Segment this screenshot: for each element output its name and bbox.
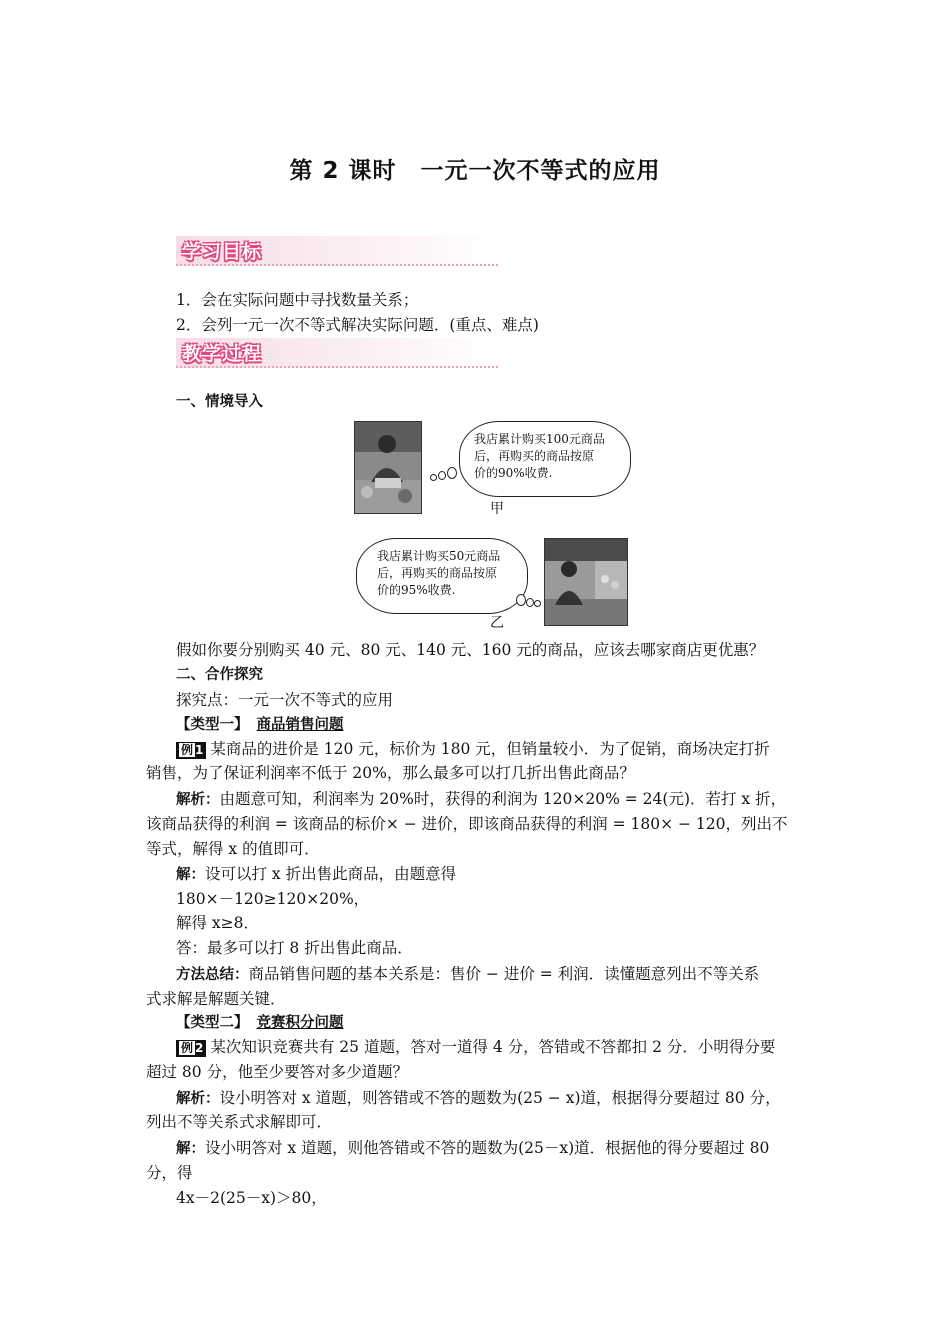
solution-1-step: 180×－120≥120×20%， bbox=[176, 890, 370, 908]
thought-dot bbox=[447, 467, 457, 479]
speech-line: 后，再购买的商品按原 bbox=[377, 566, 498, 580]
thought-dot bbox=[534, 600, 541, 607]
example-2-line: 例 2 某次知识竞赛共有 25 道题，答对一道得 4 分，答错或不答都扣 2 分．小明得分要 bbox=[176, 1036, 838, 1058]
speech-cloud-a bbox=[459, 421, 631, 497]
banner-label: 学习目标 bbox=[182, 241, 263, 263]
type-name: 竞赛积分问题 bbox=[256, 1015, 344, 1031]
goal-item: 2．会列一元一次不等式解决实际问题．(重点、难点) bbox=[176, 316, 539, 334]
shopkeeper-photo-a bbox=[354, 421, 422, 514]
example-badge: 例 2 bbox=[176, 1040, 206, 1057]
thought-dot bbox=[526, 598, 534, 607]
speech-line: 价的90%收费. bbox=[474, 466, 553, 480]
solution-2-step: 4x－2(25－x)＞80， bbox=[176, 1189, 327, 1207]
page-title: 第 2 课时 一元一次不等式的应用 bbox=[289, 158, 661, 184]
explore-point: 探究点：一元一次不等式的应用 bbox=[176, 691, 394, 709]
example-2-line: 超过 80 分，他至少要答对多少道题？ bbox=[146, 1063, 409, 1081]
analysis-1-cont: 该商品获得的利润 = 该商品的标价× − 进价，即该商品获得的利润 = 180× − 120，列出不 bbox=[146, 815, 788, 833]
section-heading: 二、合作探究 bbox=[176, 667, 263, 683]
banner-label: 教学过程 bbox=[182, 343, 263, 365]
goal-item: 1．会在实际问题中寻找数量关系； bbox=[176, 291, 419, 309]
speech-line: 我店累计购买100元商品 bbox=[474, 432, 605, 446]
thought-dot bbox=[430, 474, 437, 481]
solution-2: 解：设小明答对 x 道题，则他答错或不答的题数为(25－x)道．根据他的得分要超过 80 bbox=[176, 1139, 770, 1157]
speech-line: 我店累计购买50元商品 bbox=[377, 549, 501, 563]
type-tag: 【类型二】 bbox=[176, 1015, 249, 1031]
banner-learning-goals bbox=[176, 236, 498, 266]
solution-1: 解：设可以打 x 折出售此商品，由题意得 bbox=[176, 865, 457, 883]
solution-2-cont: 分，得 bbox=[146, 1164, 193, 1182]
type-tag: 【类型一】 bbox=[176, 717, 249, 733]
analysis-2: 解析：设小明答对 x 道题，则答错或不答的题数为(25 − x)道，根据得分要超过 80 分， bbox=[176, 1089, 781, 1107]
speech-cloud-b bbox=[356, 538, 528, 614]
thought-dot bbox=[516, 594, 526, 606]
banner-teaching-process bbox=[176, 338, 498, 368]
thought-dot bbox=[438, 471, 446, 480]
type-heading-1 bbox=[176, 714, 838, 736]
scenario-question: 假如你要分别购买 40 元、80 元、140 元、160 元的商品，应该去哪家商店更优惠？ bbox=[176, 641, 765, 659]
speech-line: 价的95%收费. bbox=[377, 583, 456, 597]
solution-1-answer: 答：最多可以打 8 折出售此商品． bbox=[176, 939, 413, 957]
analysis-2-cont: 列出不等关系式求解即可． bbox=[146, 1113, 333, 1131]
example-1-line: 例 1 某商品的进价是 120 元，标价为 180 元，但销量较小．为了促销，商场决定打折 bbox=[176, 738, 838, 760]
example-badge: 例 1 bbox=[176, 742, 206, 759]
example-1-line: 销售，为了保证利润率不低于 20%，那么最多可以打几折出售此商品？ bbox=[146, 764, 635, 782]
analysis-1-cont: 等式，解得 x 的值即可． bbox=[146, 840, 320, 858]
shopkeeper-photo-b bbox=[544, 538, 628, 626]
section-heading: 一、情境导入 bbox=[176, 394, 263, 410]
method-summary-cont: 式求解是解题关键． bbox=[146, 990, 286, 1008]
type-heading-2 bbox=[176, 1012, 838, 1034]
store-caption-b: 乙 bbox=[490, 615, 504, 631]
method-summary: 方法总结：商品销售问题的基本关系是：售价 − 进价 = 利润．读懂题意列出不等关系 bbox=[176, 965, 760, 983]
solution-1-step: 解得 x≥8． bbox=[176, 914, 260, 932]
type-name: 商品销售问题 bbox=[256, 717, 344, 733]
analysis-1: 解析：由题意可知，利润率为 20%时，获得的利润为 120×20% = 24(元)．若打 x 折， bbox=[176, 790, 787, 808]
speech-line: 后，再购买的商品按原 bbox=[474, 449, 595, 463]
store-caption-a: 甲 bbox=[490, 501, 504, 517]
